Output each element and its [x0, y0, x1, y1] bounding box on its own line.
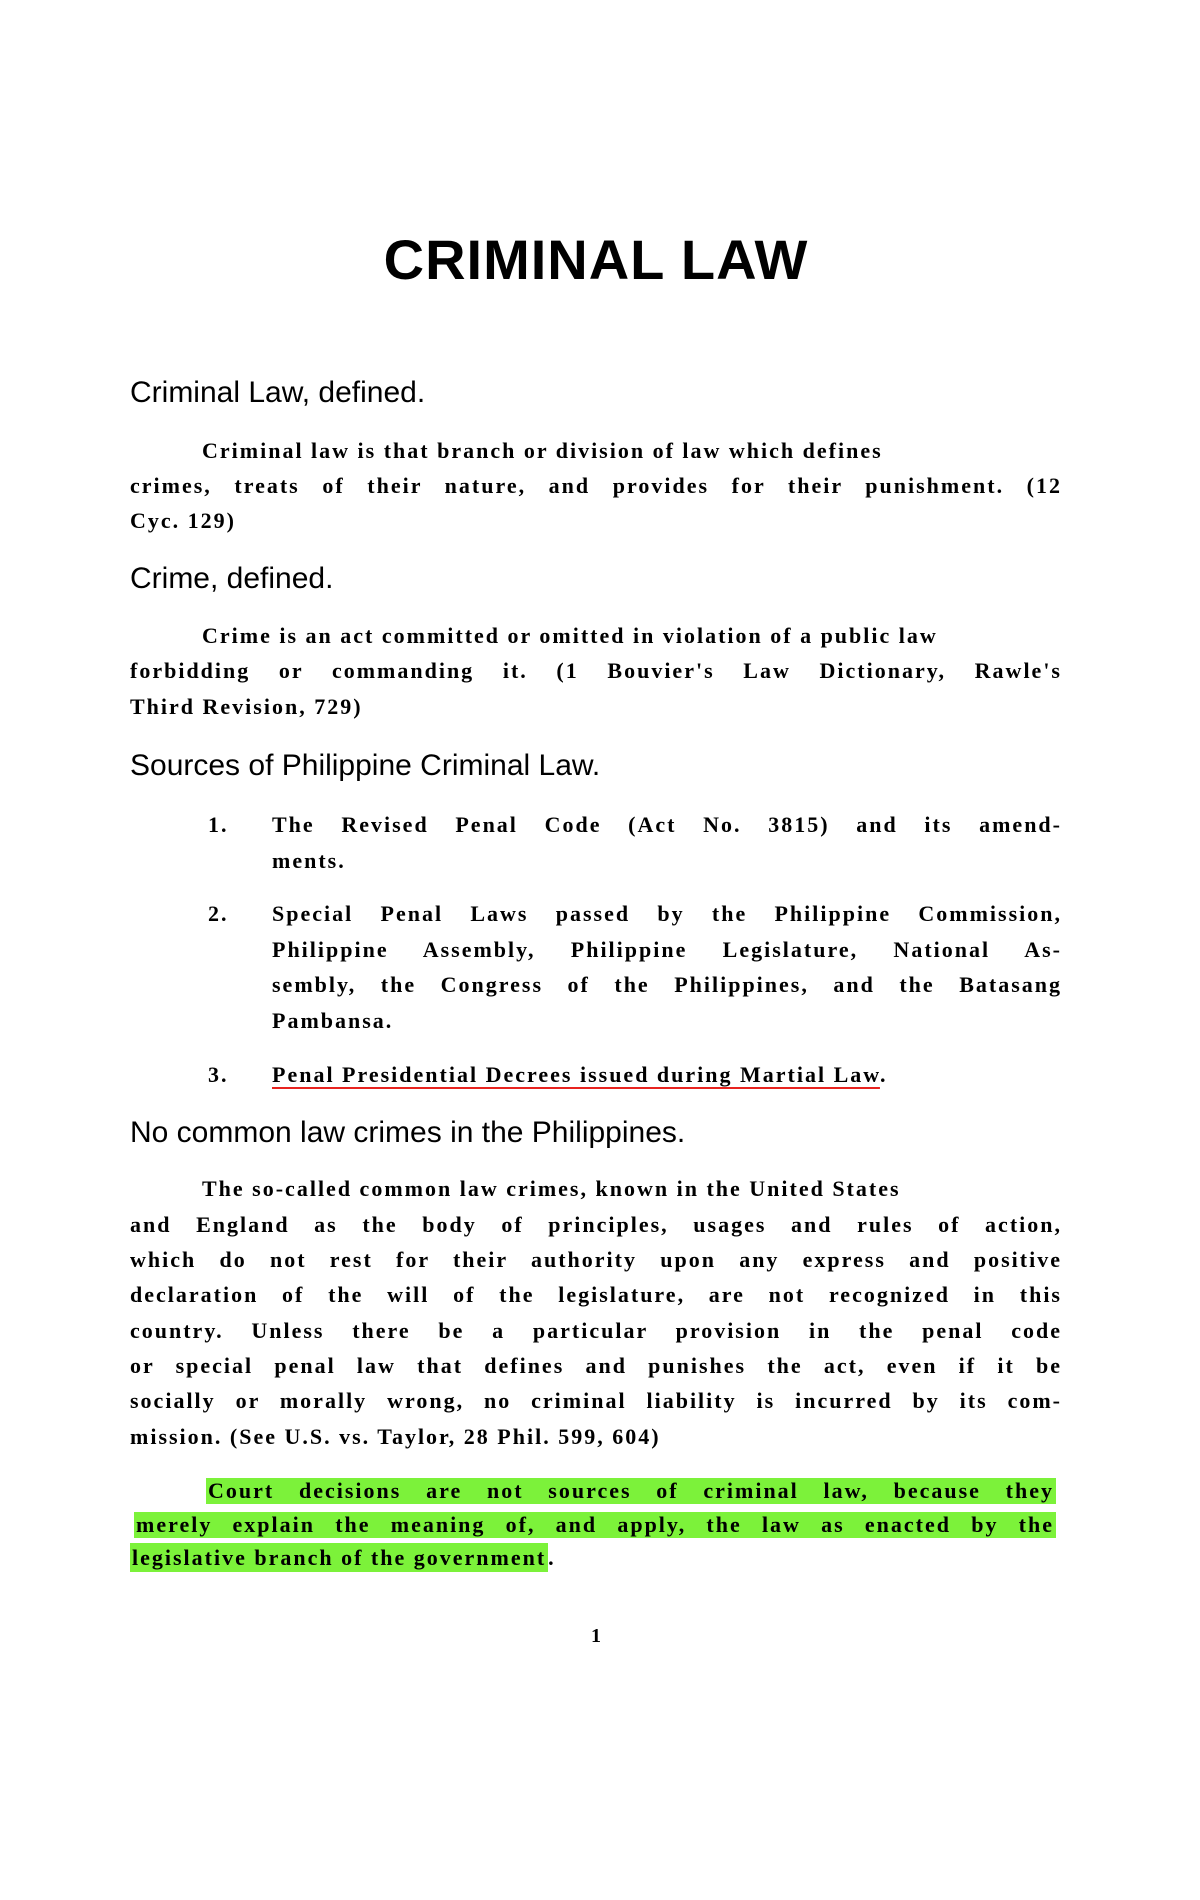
highlighted-line: Court decisions are not sources of criminal law, because they: [208, 1478, 1054, 1503]
list-item-line: sembly, the Congress of the Philippines, and the Batasang: [272, 972, 1062, 997]
list-item-line: Pambansa.: [272, 1008, 394, 1033]
heading-sources: Sources of Philippine Criminal Law.: [130, 749, 601, 782]
list-item-line: Philippine Assembly, Philippine Legislature, National As-: [272, 937, 1062, 962]
paragraph-line: socially or morally wrong, no criminal liability is incurred by its com-: [130, 1388, 1062, 1413]
heading-criminal-law-defined: Criminal Law, defined.: [130, 376, 426, 409]
paragraph-line: crimes, treats of their nature, and provides for their punishment. (12: [130, 473, 1062, 498]
page-number: 1: [591, 1625, 601, 1647]
list-item-line: The Revised Penal Code (Act No. 3815) and its amend-: [272, 812, 1062, 837]
highlighted-line: merely explain the meaning of, and apply, the law as enacted by the: [136, 1512, 1054, 1537]
paragraph-line: Third Revision, 729): [130, 694, 363, 719]
highlighted-text: legislative branch of the government: [132, 1545, 547, 1570]
paragraph-line: Criminal law is that branch or division of law which defines: [202, 438, 883, 463]
heading-crime-defined: Crime, defined.: [130, 562, 334, 595]
paragraph-line: which do not rest for their authority upon any express and positive: [130, 1247, 1062, 1272]
list-number: 3.: [208, 1062, 229, 1087]
paragraph-line: and England as the body of principles, usages and rules of action,: [130, 1212, 1062, 1237]
paragraph-line: The so-called common law crimes, known in the United States: [202, 1176, 901, 1201]
paragraph-line: or special penal law that defines and punishes the act, even if it be: [130, 1353, 1062, 1378]
trailing-period: .: [879, 1062, 888, 1087]
list-item-line: ments.: [272, 848, 346, 873]
trailing-period: .: [548, 1545, 556, 1570]
page-title: CRIMINAL LAW: [383, 228, 809, 291]
paragraph-line: Cyc. 129): [130, 508, 236, 533]
paragraph-line: declaration of the will of the legislature, are not recognized in this: [130, 1282, 1062, 1307]
list-number: 1.: [208, 812, 229, 837]
list-item-line: [272, 1064, 887, 1086]
list-number: 2.: [208, 901, 229, 926]
paragraph-line: Crime is an act committed or omitted in violation of a public law: [202, 623, 938, 648]
heading-no-common-law: No common law crimes in the Philippines.: [130, 1116, 686, 1149]
highlighted-line-last: [130, 1547, 556, 1569]
paragraph-line: forbidding or commanding it. (1 Bouvier's Law Dictionary, Rawle's: [130, 658, 1062, 683]
paragraph-line: mission. (See U.S. vs. Taylor, 28 Phil. 599, 604): [130, 1424, 661, 1449]
red-underlined-text: Penal Presidential Decrees issued during Martial Law: [272, 1062, 880, 1087]
paragraph-line: country. Unless there be a particular provision in the penal code: [130, 1318, 1062, 1343]
list-item-line: Special Penal Laws passed by the Philippine Commission,: [272, 901, 1062, 926]
